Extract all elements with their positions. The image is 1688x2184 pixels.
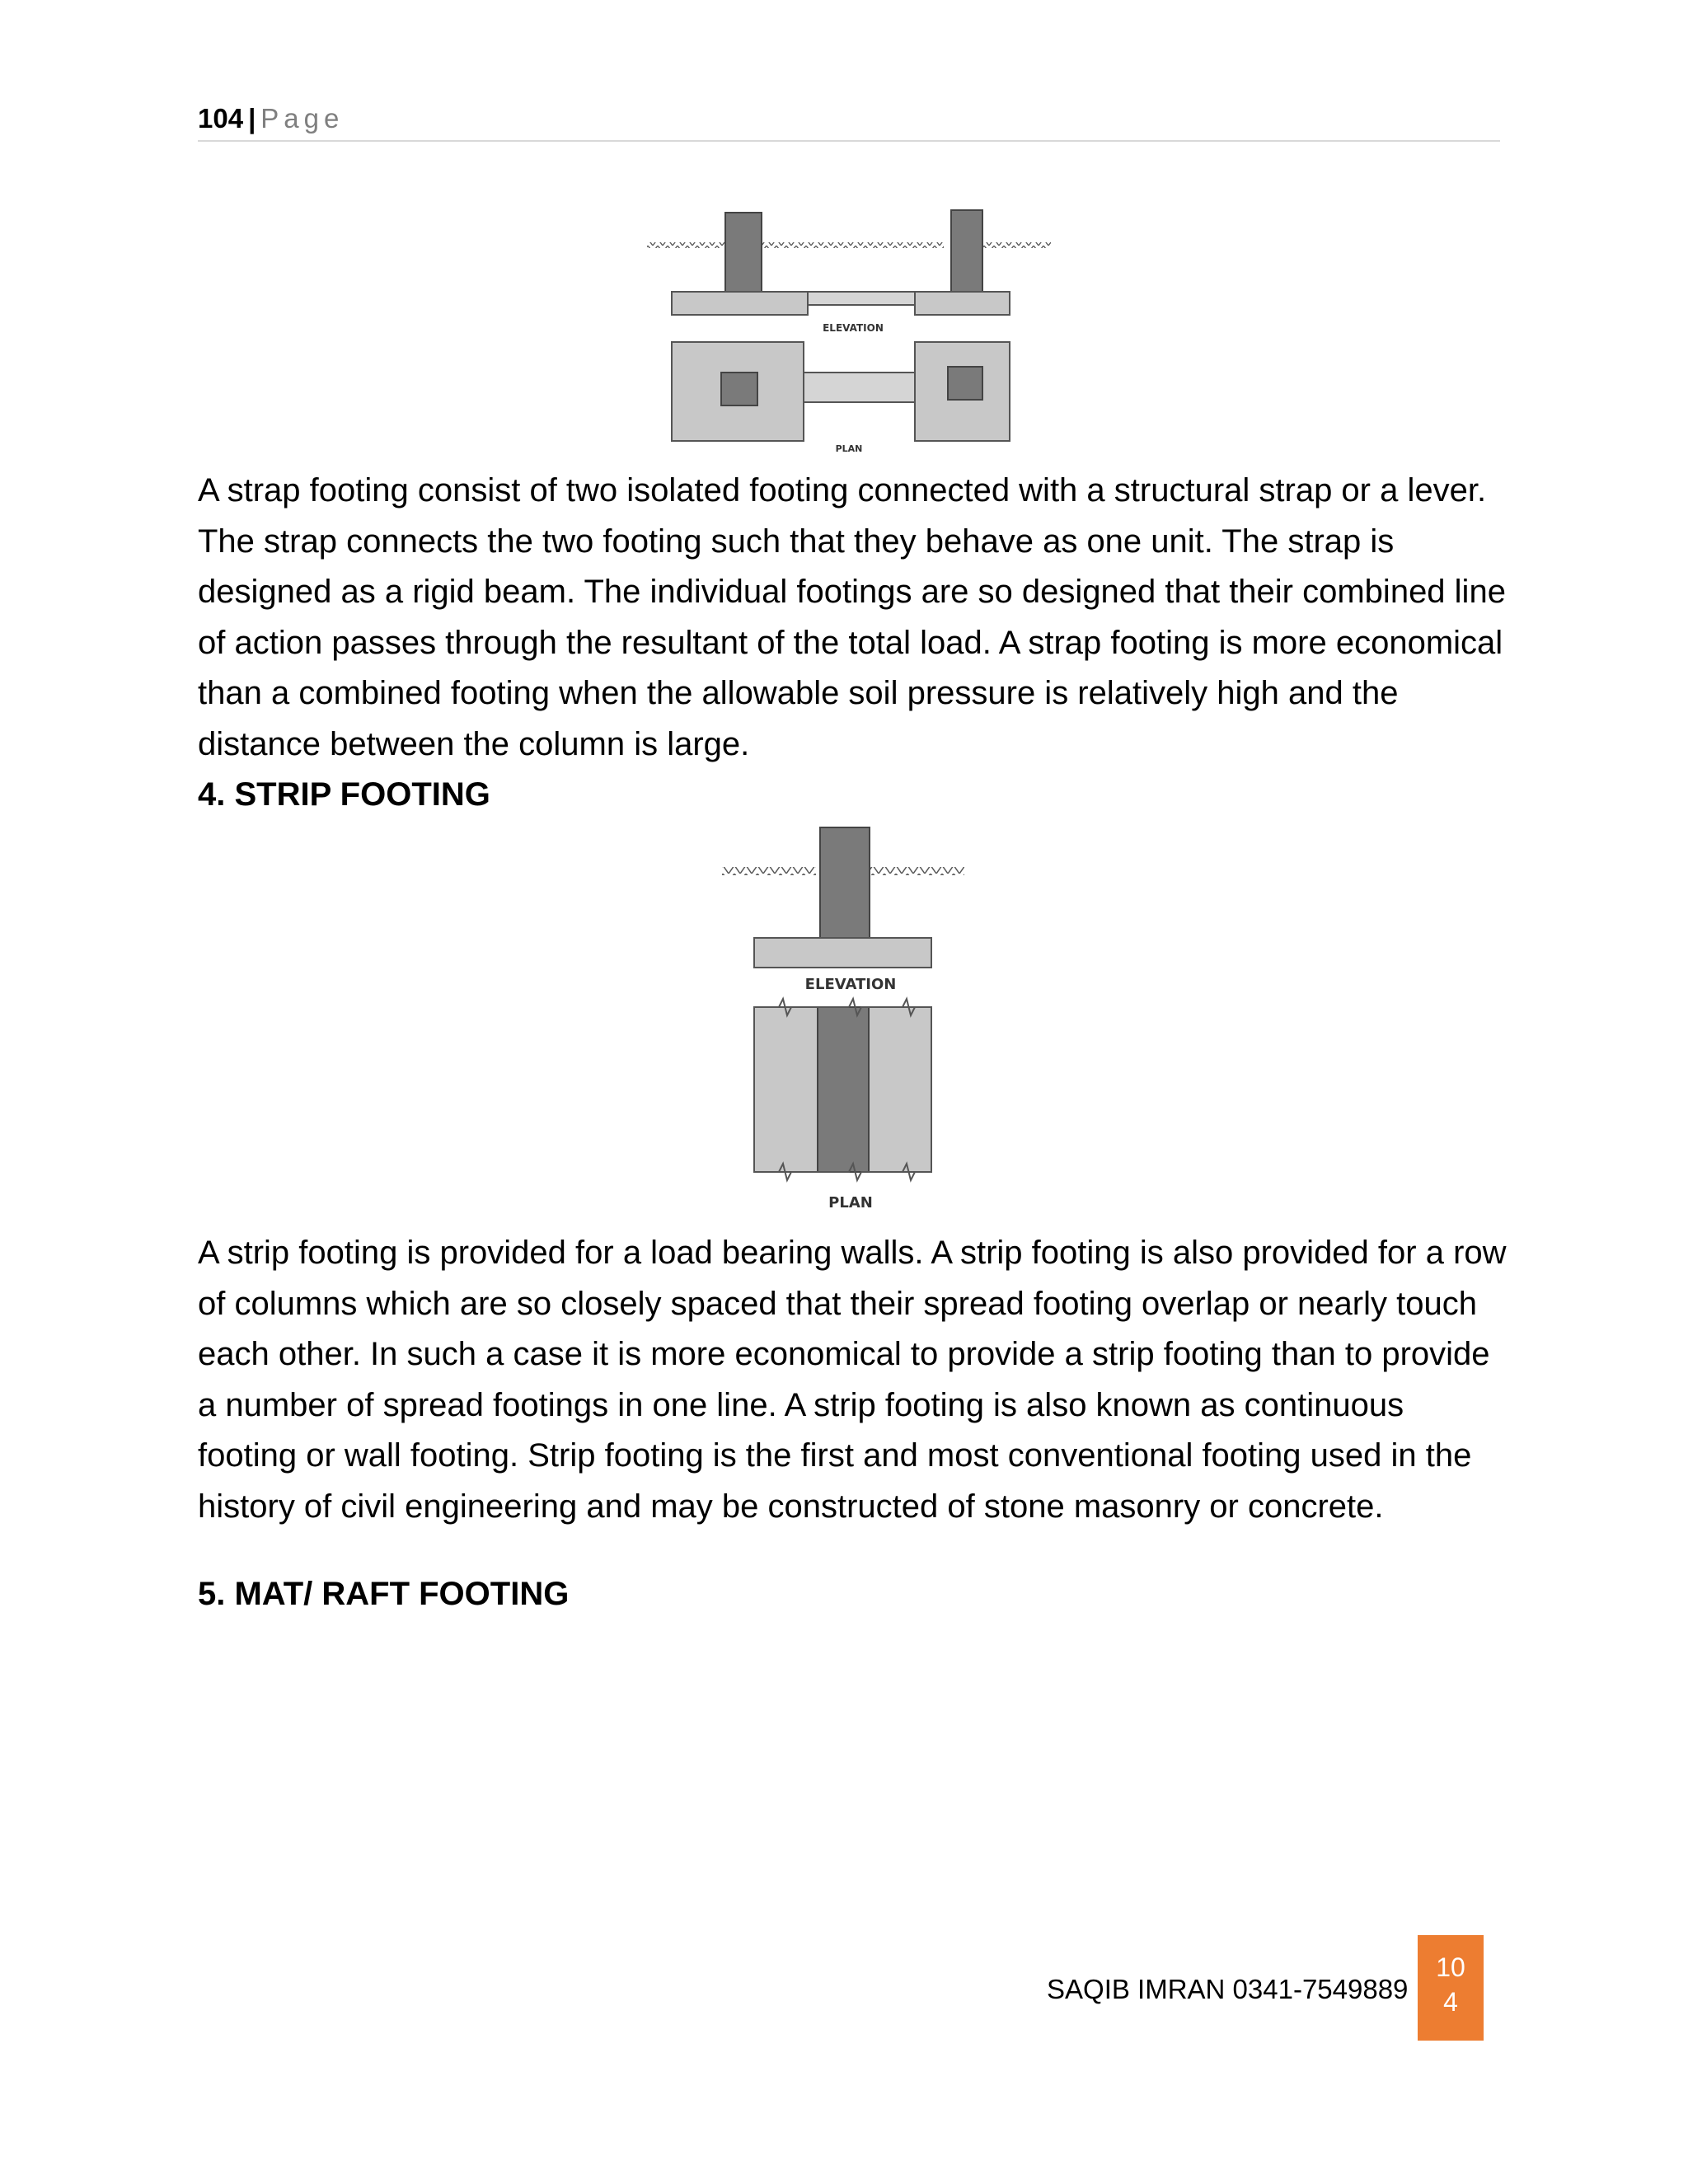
left-column-plan bbox=[721, 373, 757, 405]
strip-footing-paragraph: A strip footing is provided for a load bearing walls. A strip footing is also provided for a row of columns which are so closely spaced that their spread footing overlap or nearly touch each other. In such a case it is more economical to provide a strip footing than to provide a number of spread footings in one line. A strip footing is also known as continuous footing or wall footing. Strip footing is the first and most conventional footing used in the history of civil engineering and may be constructed of stone masonry or concrete. bbox=[198, 1235, 1507, 1525]
header-separator: | bbox=[248, 103, 256, 134]
strap-beam-elevation bbox=[808, 292, 915, 305]
right-footing-elevation bbox=[915, 292, 1010, 315]
page-box-line1: 10 bbox=[1436, 1952, 1465, 1982]
strap-beam-plan bbox=[804, 373, 915, 402]
plan-label: PLAN bbox=[835, 443, 863, 453]
footer-author: SAQIB IMRAN 0341-7549889 bbox=[1047, 1974, 1409, 2004]
right-column-plan bbox=[948, 367, 982, 400]
left-footing-elevation bbox=[672, 292, 808, 315]
left-column bbox=[725, 213, 762, 295]
strip-footing-diagram bbox=[717, 824, 981, 1220]
elevation-label: ELEVATION bbox=[823, 322, 884, 334]
strap-footing-diagram bbox=[643, 206, 1055, 453]
plan-label: PLAN bbox=[828, 1194, 873, 1212]
page-box-line2: 4 bbox=[1443, 1987, 1458, 2017]
strap-footing-paragraph: A strap footing consist of two isolated footing connected with a structural strap or a lever. The strap connects the two footing such that they behave as one unit. The strap is designed as a rigid beam. The individual footings are so designed that their combined line of action passes through the resultant of the total load. A strap footing is more economical than a combined footing when the allowable soil pressure is relatively high and the distance between the column is large. bbox=[198, 472, 1506, 762]
header-page-number: 104 bbox=[198, 103, 244, 134]
mat-raft-footing-heading: 5. MAT/ RAFT FOOTING bbox=[198, 1576, 570, 1612]
wall-plan bbox=[818, 1007, 869, 1172]
elevation-label: ELEVATION bbox=[804, 976, 897, 993]
header-page-label: Page bbox=[260, 103, 345, 134]
wall-elevation bbox=[820, 827, 870, 940]
ground-line bbox=[647, 242, 1051, 248]
strip-footing-elevation bbox=[754, 938, 931, 968]
strip-footing-heading: 4. STRIP FOOTING bbox=[198, 776, 490, 813]
footer-page-box bbox=[1418, 1935, 1484, 2041]
right-column bbox=[951, 210, 982, 295]
page-header bbox=[198, 97, 1500, 142]
